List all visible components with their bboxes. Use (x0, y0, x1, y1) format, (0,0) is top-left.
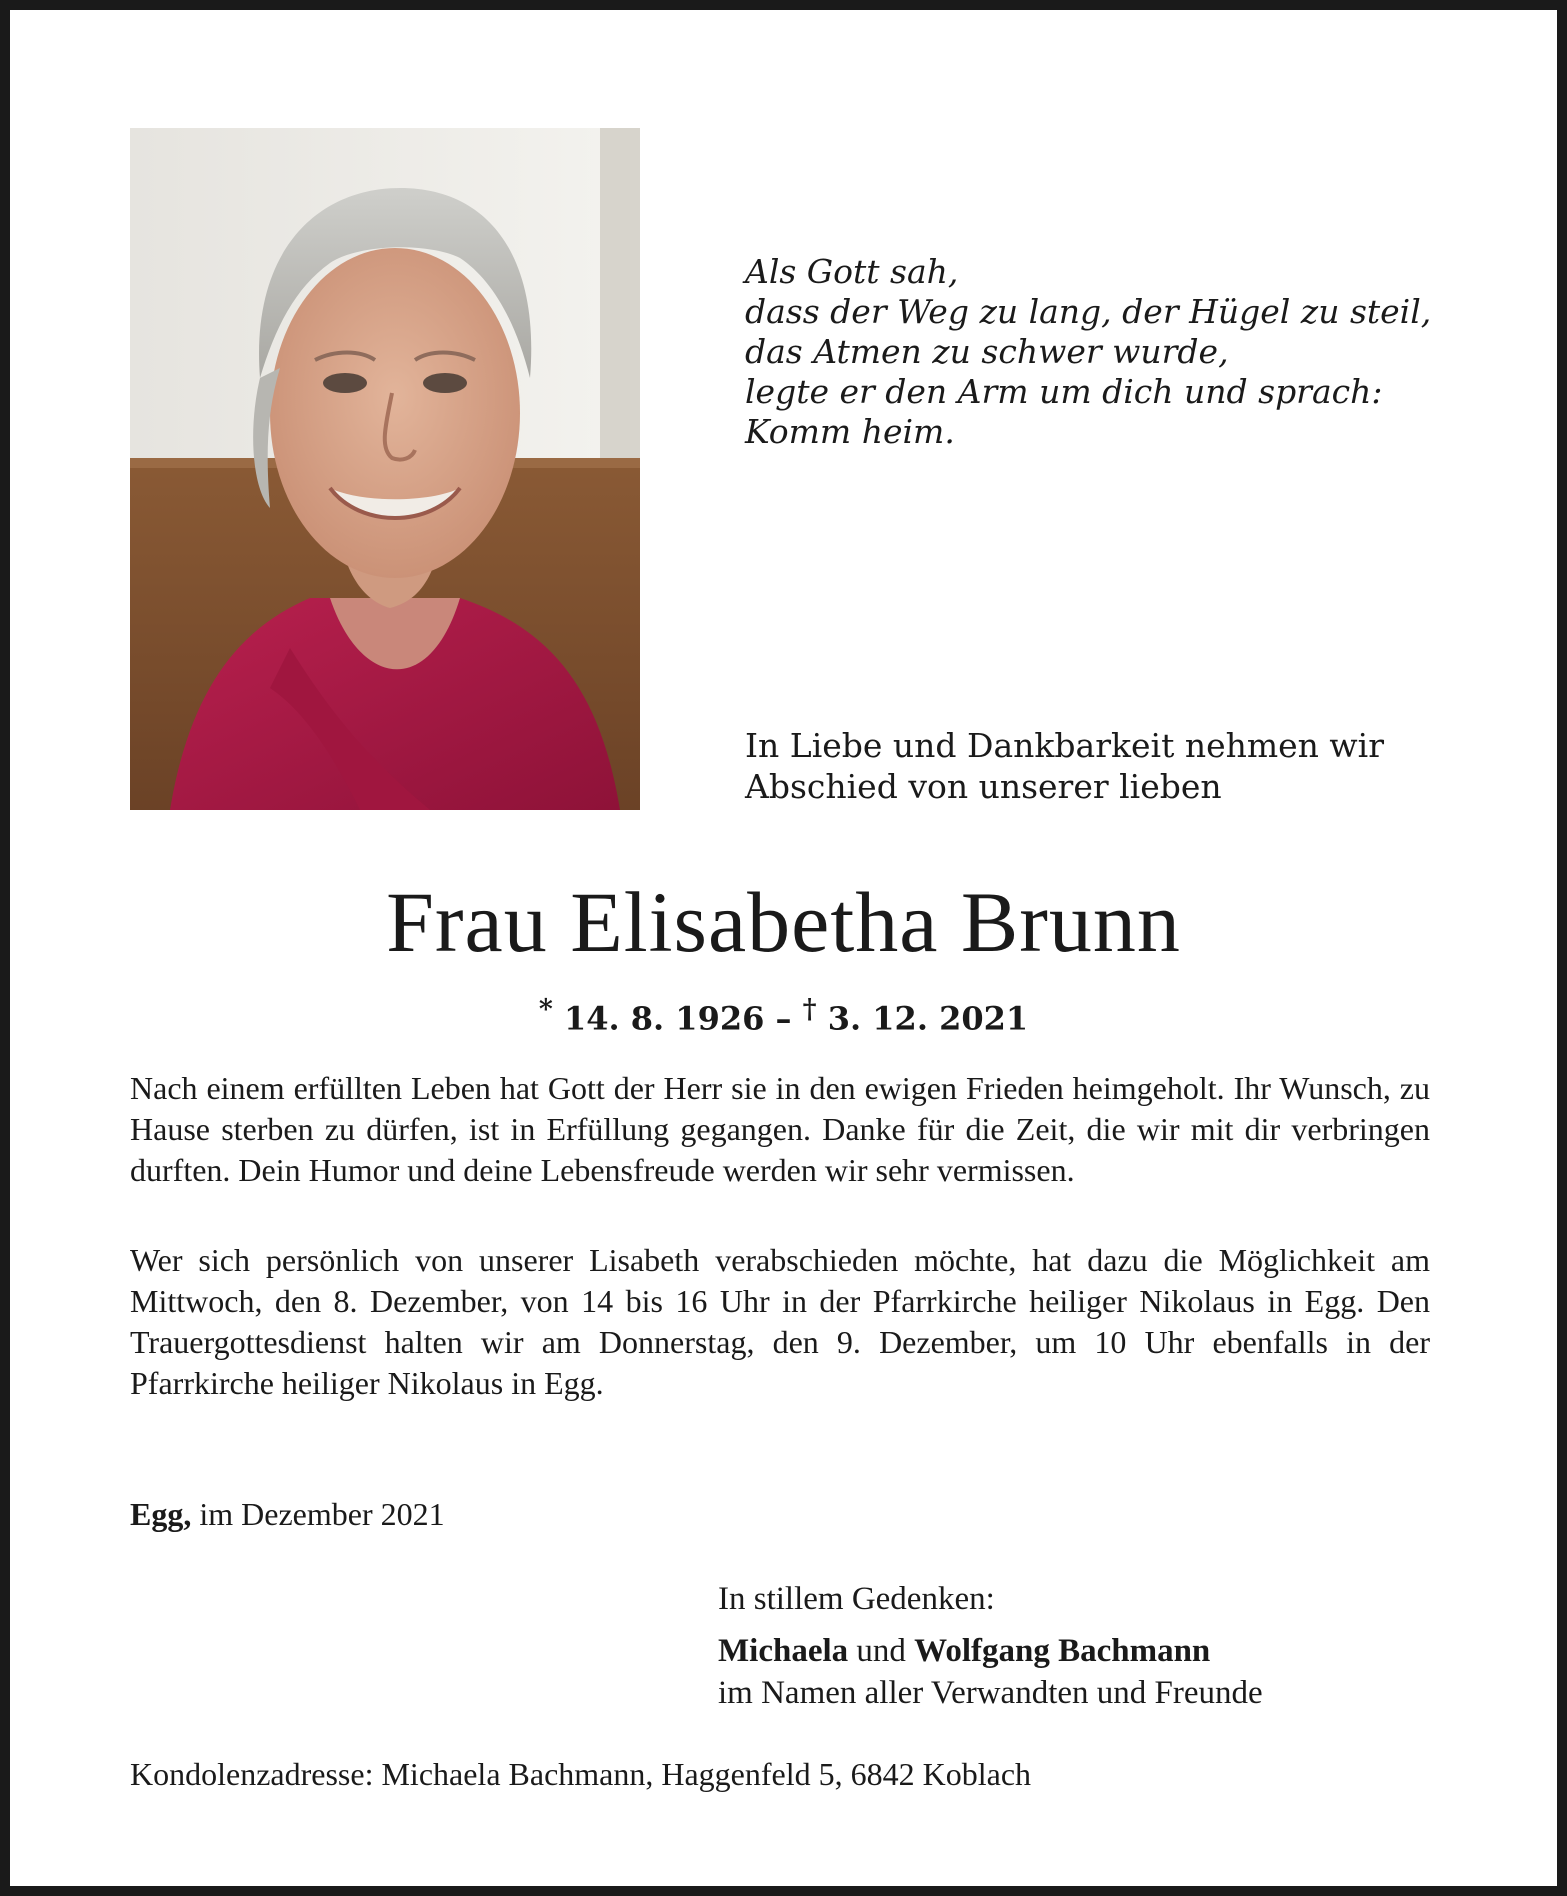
signoff-name-1: Michaela (718, 1633, 849, 1669)
birth-date: 14. 8. 1926 (563, 999, 765, 1038)
intro-line: In Liebe und Dankbarkeit nehmen wir (745, 726, 1385, 765)
intro-text (745, 725, 1475, 807)
poem (745, 252, 1445, 452)
death-date: 3. 12. 2021 (827, 999, 1029, 1038)
signoff-name-2: Wolfgang Bachmann (914, 1633, 1211, 1669)
died-symbol: † (802, 994, 817, 1025)
born-symbol: * (538, 994, 553, 1025)
signoff-family: im Namen aller Verwandten und Freunde (718, 1675, 1263, 1711)
signoff-heading: In stillem Gedenken: (718, 1581, 995, 1617)
place-date-line (130, 1494, 445, 1534)
body-paragraph-1: Nach einem erfüllten Leben hat Gott der Herr sie in den ewigen Frieden heimgeholt. Ihr Wunsch, zu Hause sterben zu dürfen, ist in Erfüllung gegangen. Danke für die Zeit, die wir mit dir verbringen durften. Dein Humor und deine Lebensfreude werden wir sehr vermissen. (130, 1070, 1430, 1188)
signoff-names (718, 1630, 1478, 1672)
poem-line: Als Gott sah, (745, 252, 959, 291)
portrait-image (130, 128, 640, 810)
poem-line: legte er den Arm um dich und sprach: (745, 372, 1383, 411)
date-dash: – (775, 999, 792, 1038)
deceased-name: Frau Elisabetha Brunn (386, 874, 1181, 970)
life-dates (10, 990, 1557, 1039)
signoff-conj: und (848, 1633, 915, 1669)
place-town: Egg, (130, 1496, 192, 1532)
place-date: im Dezember 2021 (191, 1496, 445, 1532)
poem-line: das Atmen zu schwer wurde, (745, 332, 1229, 371)
intro-line: Abschied von unserer lieben (745, 767, 1222, 806)
obituary-page (10, 10, 1557, 1886)
poem-line: Komm heim. (745, 412, 955, 451)
poem-line: dass der Weg zu lang, der Hügel zu steil, (745, 292, 1432, 331)
condolence-address: Kondolenzadresse: Michaela Bachmann, Haggenfeld 5, 6842 Koblach (130, 1756, 1032, 1792)
signoff (718, 1578, 1478, 1714)
portrait-photo (130, 128, 640, 810)
body-paragraph-2: Wer sich persönlich von unserer Lisabeth verabschieden möchte, hat dazu die Möglichkeit am Mittwoch, den 8. Dezember, von 14 bis 16 Uhr in der Pfarrkirche heiliger Nikolaus in Egg. Den Trauergottesdienst halten wir am Donnerstag, den 9. Dezember, um 10 Uhr ebenfalls in der Pfarrkirche heiliger Nikolaus in Egg. (130, 1242, 1430, 1401)
